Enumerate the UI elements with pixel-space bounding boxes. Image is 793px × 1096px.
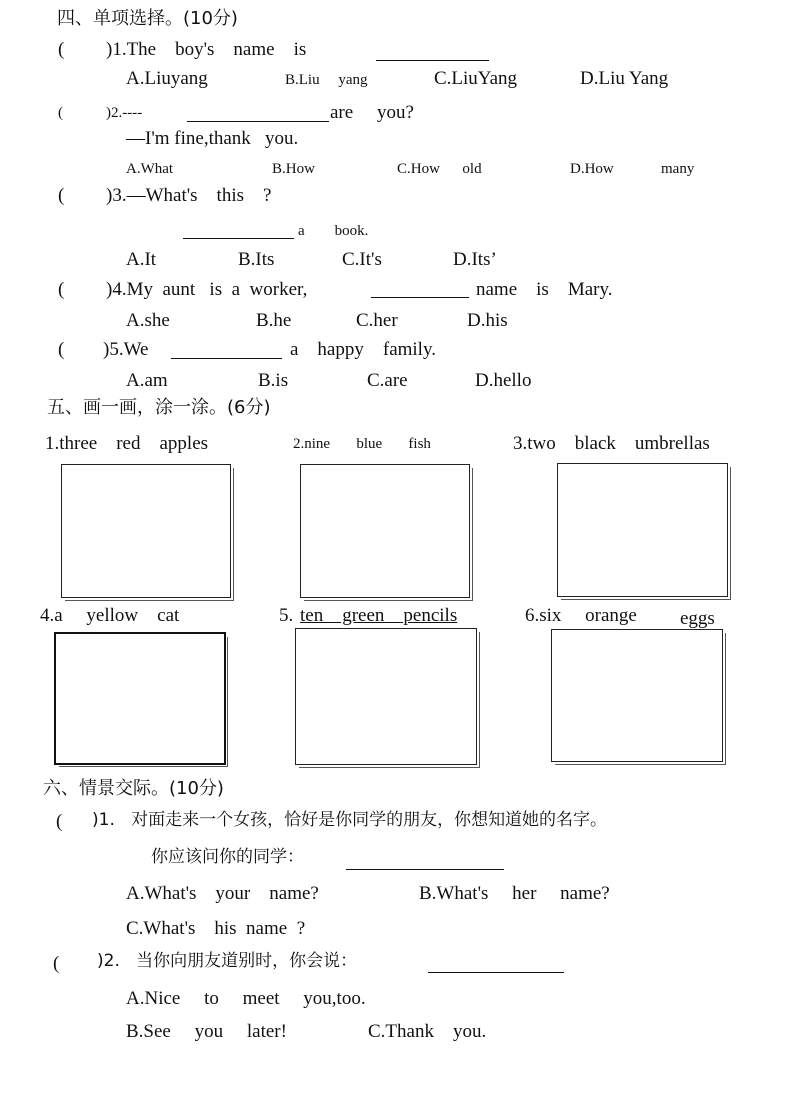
q2-option-d[interactable]: D.How <box>570 161 614 177</box>
s6-q1-option-a[interactable]: A.What's your name? <box>126 883 319 904</box>
q3-option-d[interactable]: D.Its’ <box>453 249 497 270</box>
draw-item-3: 3.two black umbrellas <box>513 433 710 454</box>
s6-q2-stem: )2. 当你向朋友道别时，你会说： <box>97 951 358 971</box>
q4-stem-after: name is Mary. <box>476 279 613 300</box>
q3-stem: )3.—What's this ? <box>106 185 272 206</box>
draw-item-4: 4.a yellow cat <box>40 605 180 626</box>
q5-option-a[interactable]: A.am <box>126 370 168 391</box>
q1-option-d[interactable]: D.Liu Yang <box>580 68 669 89</box>
drawing-box-6[interactable] <box>551 629 723 762</box>
q4-stem: )4.My aunt is a worker, <box>106 279 308 300</box>
q4-option-c[interactable]: C.her <box>356 310 398 331</box>
drawing-box-4[interactable] <box>54 632 226 765</box>
q5-blank[interactable] <box>171 358 282 359</box>
q5-stem-after: a happy family. <box>290 339 436 360</box>
s6-q2-option-b[interactable]: B.See you later! <box>126 1021 287 1042</box>
q2-option-a[interactable]: A.What <box>126 161 174 177</box>
q4-blank[interactable] <box>371 297 469 298</box>
s6-q1-line2: 你应该问你的同学： <box>151 847 304 867</box>
q2-blank[interactable] <box>187 121 329 122</box>
q4-option-b[interactable]: B.he <box>256 310 292 331</box>
s6-q2-blank[interactable] <box>428 972 564 973</box>
q2-paren: ( <box>58 105 63 121</box>
q2-option-d-word: many <box>661 161 695 177</box>
draw-item-5-text: ten green pencils <box>300 605 458 626</box>
drawing-box-3[interactable] <box>557 463 728 597</box>
q4-option-a[interactable]: A.she <box>126 310 170 331</box>
draw-item-5-number: 5. <box>279 605 294 626</box>
s6-q1-blank[interactable] <box>346 869 504 870</box>
q3-line2: a book. <box>298 223 369 239</box>
drawing-box-1[interactable] <box>61 464 231 598</box>
draw-item-6: 6.six orange <box>525 605 637 626</box>
q5-option-c[interactable]: C.are <box>367 370 408 391</box>
drawing-box-2[interactable] <box>300 464 470 598</box>
s6-q1-option-c[interactable]: C.What's his name ? <box>126 918 306 939</box>
s6-q2-paren: ( <box>53 953 60 974</box>
s6-q2-option-a[interactable]: A.Nice to meet you,too. <box>126 988 366 1009</box>
q4-paren: ( <box>58 279 65 300</box>
q1-option-b[interactable]: B.Liu yang <box>285 72 368 88</box>
q1-blank[interactable] <box>376 60 489 61</box>
draw-item-6-word: eggs <box>680 608 715 629</box>
q5-stem: )5.We <box>103 339 149 360</box>
q4-option-d[interactable]: D.his <box>467 310 508 331</box>
draw-item-1: 1.three red apples <box>45 433 209 454</box>
section-6-title: 六、情景交际。(10分) <box>43 778 224 799</box>
s6-q1-paren: ( <box>56 811 63 832</box>
q1-stem: )1.The boy's name is <box>106 39 307 60</box>
q5-option-d[interactable]: D.hello <box>475 370 532 391</box>
s6-q2-option-c[interactable]: C.Thank you. <box>368 1021 487 1042</box>
q2-option-c[interactable]: C.How old <box>397 161 482 177</box>
q3-option-b[interactable]: B.Its <box>238 249 275 270</box>
q2-stem: )2.---- <box>106 105 143 121</box>
section-4-title: 四、单项选择。(10分) <box>57 8 238 29</box>
q1-option-a[interactable]: A.Liuyang <box>126 68 208 89</box>
q5-paren: ( <box>58 339 65 360</box>
q3-option-c[interactable]: C.It's <box>342 249 382 270</box>
draw-item-2: 2.nine blue fish <box>293 436 431 452</box>
q2-option-b[interactable]: B.How <box>272 161 315 177</box>
s6-q1-stem: )1. 对面走来一个女孩，恰好是你同学的朋友，你想知道她的名字。 <box>92 810 608 830</box>
q2-reply: —I'm fine,thank you. <box>126 128 299 149</box>
q3-option-a[interactable]: A.It <box>126 249 157 270</box>
q3-blank[interactable] <box>183 238 294 239</box>
s6-q1-option-b[interactable]: B.What's her name? <box>419 883 610 904</box>
drawing-box-5[interactable] <box>295 628 477 765</box>
q5-option-b[interactable]: B.is <box>258 370 289 391</box>
q3-paren: ( <box>58 185 65 206</box>
q1-option-c[interactable]: C.LiuYang <box>434 68 518 89</box>
q1-paren: ( <box>58 39 65 60</box>
q2-stem-after: are you? <box>330 102 414 123</box>
section-5-title: 五、画一画，涂一涂。(6分) <box>47 397 271 418</box>
